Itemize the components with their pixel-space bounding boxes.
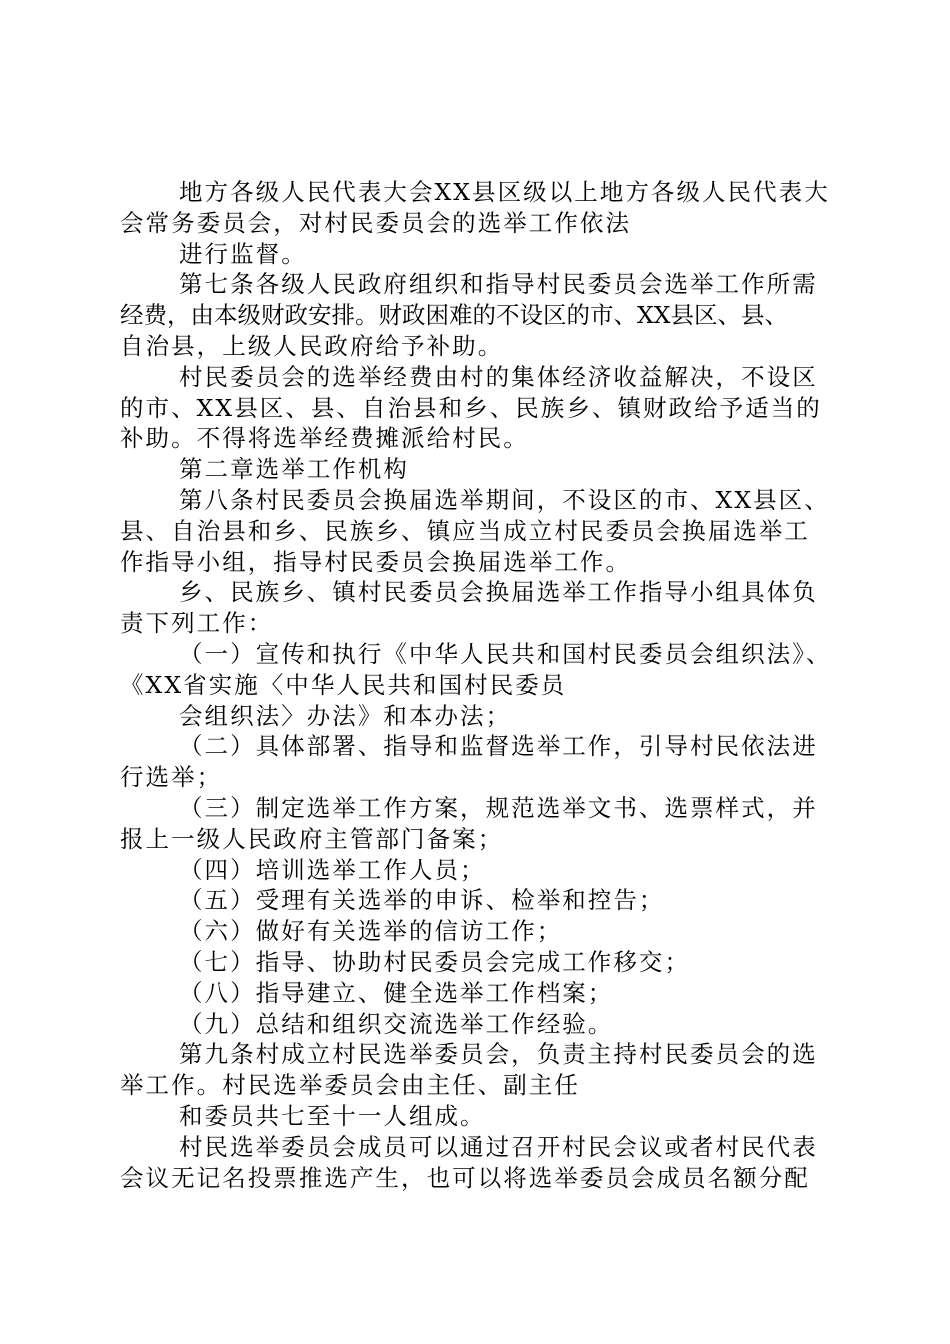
document-body — [120, 177, 834, 1193]
text-line: 第七条各级人民政府组织和指导村民委员会选举工作所需 — [179, 270, 818, 299]
text-line: 会议无记名投票推选产生，也可以将选举委员会成员名额分配 — [120, 1163, 810, 1192]
text-line: 行选举； — [120, 763, 223, 792]
text-line: 村民选举委员会成员可以通过召开村民会议或者村民代表 — [179, 1132, 818, 1161]
text-line: 经费，由本级财政安排。财政困难的不设区的市、XX县区、县、 — [120, 301, 788, 330]
text-line: （二）具体部署、指导和监督选举工作，引导村民依法进 — [179, 732, 818, 761]
text-line: 会常务委员会，对村民委员会的选举工作依法 — [120, 208, 631, 237]
text-line: 和委员共七至十一人组成。 — [179, 1101, 486, 1130]
text-line: （一）宣传和执行《中华人民共和国村民委员会组织法》、 — [179, 639, 832, 668]
text-line: （八）指导建立、健全选举工作档案； — [179, 978, 614, 1007]
text-line: 责下列工作： — [120, 609, 274, 638]
text-line: 会组织法〉办法》和本办法； — [179, 701, 512, 730]
text-line: （七）指导、协助村民委员会完成工作移交； — [179, 947, 690, 976]
text-line: （六）做好有关选举的信访工作； — [179, 917, 563, 946]
text-line: 作指导小组，指导村民委员会换届选举工作。 — [120, 547, 631, 576]
text-line: 乡、民族乡、镇村民委员会换届选举工作指导小组具体负 — [179, 578, 818, 607]
text-line: 《XX省实施〈中华人民共和国村民委员 — [120, 670, 567, 699]
text-line: （五）受理有关选举的申诉、检举和控告； — [179, 886, 665, 915]
text-line: 进行监督。 — [179, 239, 307, 268]
text-line: （九）总结和组织交流选举工作经验。 — [179, 1009, 614, 1038]
text-line: 第八条村民委员会换届选举期间，不设区的市、XX县区、 — [179, 485, 830, 514]
text-line: （三）制定选举工作方案，规范选举文书、选票样式，并 — [179, 793, 818, 822]
text-line: 举工作。村民选举委员会由主任、副主任 — [120, 1071, 580, 1100]
text-line: 县、自治县和乡、民族乡、镇应当成立村民委员会换届选举工 — [120, 516, 810, 545]
text-line: 第二章选举工作机构 — [179, 455, 409, 484]
text-line: 报上一级人民政府主管部门备案； — [120, 824, 504, 853]
text-line: 村民委员会的选举经费由村的集体经济收益解决，不设区 — [179, 362, 818, 391]
text-line: 补助。不得将选举经费摊派给村民。 — [120, 424, 529, 453]
text-line: 地方各级人民代表大会XX县区级以上地方各级人民代表大 — [179, 178, 830, 206]
text-line: 第九条村成立村民选举委员会，负责主持村民委员会的选 — [179, 1040, 818, 1069]
text-line: （四）培训选举工作人员； — [179, 855, 486, 884]
text-line: 自治县，上级人民政府给予补助。 — [120, 331, 504, 360]
text-line: 的市、XX县区、县、自治县和乡、民族乡、镇财政给予适当的 — [120, 393, 822, 422]
